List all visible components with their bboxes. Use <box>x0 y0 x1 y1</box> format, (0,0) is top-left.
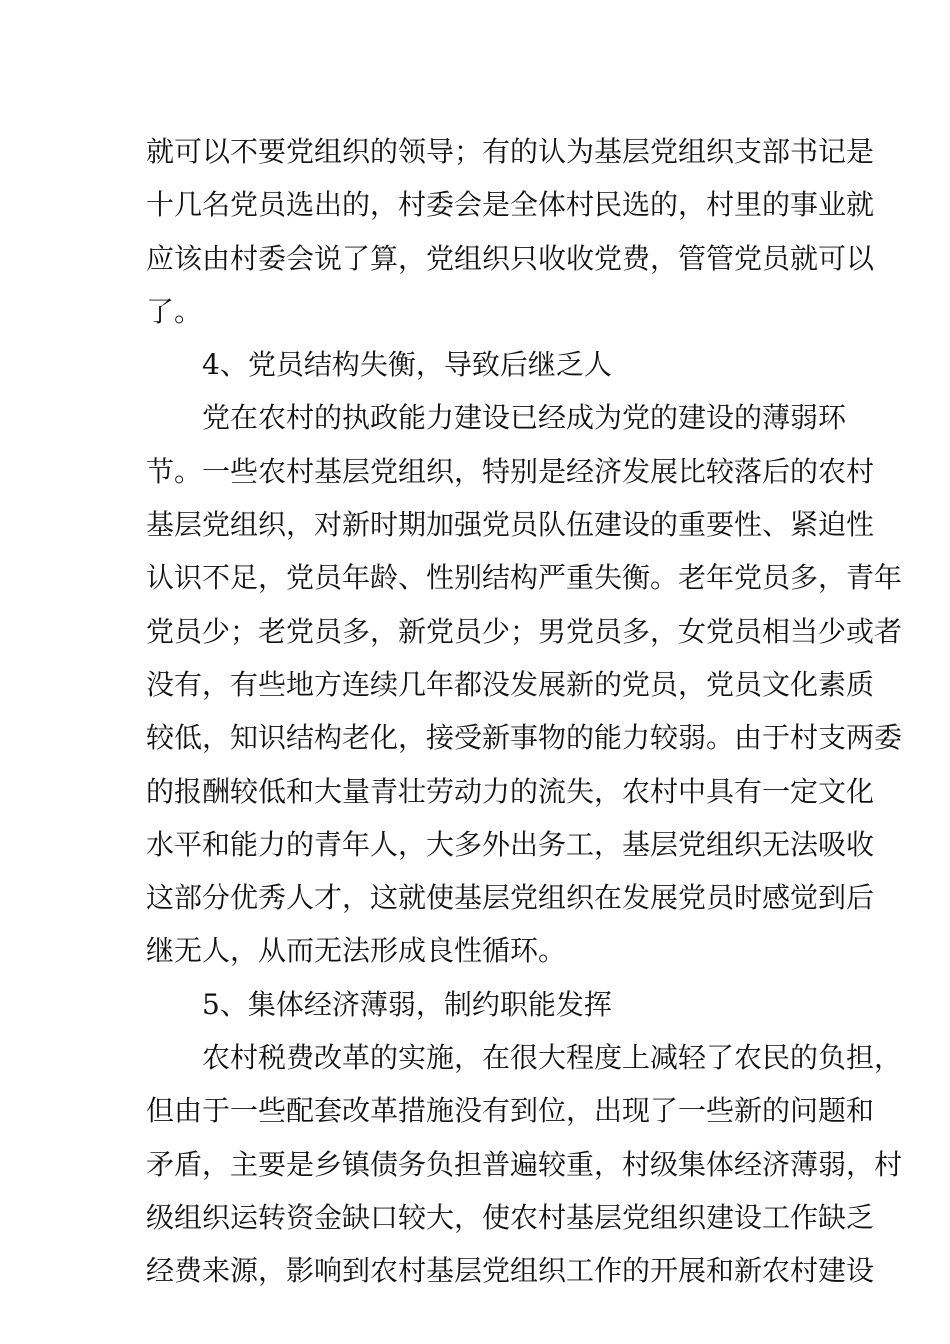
paragraph-line: 基层党组织，对新时期加强党员队伍建设的重要性、紧迫性 <box>146 508 875 542</box>
paragraph-line: 农村税费改革的实施，在很大程度上减轻了农民的负担， <box>202 1041 903 1075</box>
paragraph-line: 级组织运转资金缺口较大，使农村基层党组织建设工作缺乏 <box>146 1200 875 1234</box>
paragraph-line: 的报酬较低和大量青壮劳动力的流失，农村中具有一定文化 <box>146 774 875 808</box>
paragraph-line: 认识不足，党员年龄、性别结构严重失衡。老年党员多，青年 <box>146 561 903 595</box>
paragraph-line: 没有，有些地方连续几年都没发展新的党员，党员文化素质 <box>146 667 875 701</box>
paragraph-line: 经费来源，影响到农村基层党组织工作的开展和新农村建设 <box>146 1254 875 1288</box>
section-heading-5: 5、集体经济薄弱，制约职能发挥 <box>202 987 612 1021</box>
paragraph-line: 了。 <box>146 294 203 328</box>
paragraph-line: 就可以不要党组织的领导；有的认为基层党组织支部书记是 <box>146 135 875 168</box>
paragraph-line: 较低，知识结构老化，接受新事物的能力较弱。由于村支两委 <box>146 721 903 755</box>
paragraph-line: 节。一些农村基层党组织，特别是经济发展比较落后的农村 <box>146 454 875 488</box>
paragraph-line: 水平和能力的青年人，大多外出务工，基层党组织无法吸收 <box>146 827 875 861</box>
paragraph-line: 党在农村的执政能力建设已经成为党的建设的薄弱环 <box>202 401 847 435</box>
paragraph-line: 继无人，从而无法形成良性循环。 <box>146 934 567 968</box>
paragraph-line: 矛盾，主要是乡镇债务负担普遍较重，村级集体经济薄弱，村 <box>146 1147 903 1181</box>
paragraph-line: 党员少；老党员多，新党员少；男党员多，女党员相当少或者 <box>146 614 903 648</box>
document-body <box>146 125 903 1298</box>
section-heading-4: 4、党员结构失衡，导致后继乏人 <box>202 348 612 382</box>
paragraph-line: 应该由村委会说了算，党组织只收收党费，管管党员就可以 <box>146 241 875 275</box>
paragraph-line: 十几名党员选出的，村委会是全体村民选的，村里的事业就 <box>146 188 875 222</box>
paragraph-line: 这部分优秀人才，这就使基层党组织在发展党员时感觉到后 <box>146 881 875 915</box>
paragraph-line: 但由于一些配套改革措施没有到位，出现了一些新的问题和 <box>146 1094 875 1128</box>
